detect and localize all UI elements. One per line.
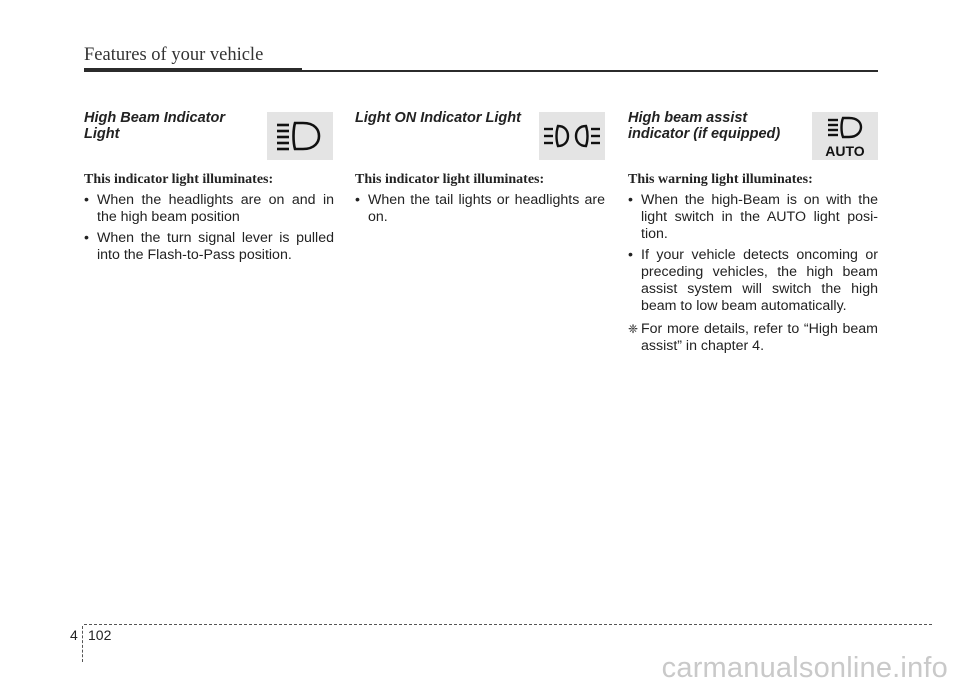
page-number: 102: [88, 627, 112, 643]
section-title: High beam assist indicator (if equipped): [628, 110, 781, 142]
page-header-title: Features of your vehicle: [84, 45, 264, 65]
lead-text: This indicator light illuminates:: [84, 172, 274, 187]
chapter-number: 4: [70, 627, 78, 643]
list-item: • When the tail lights or headlights are on.: [355, 192, 605, 226]
section-high-beam-assist: [628, 110, 878, 355]
bullet-list: [355, 192, 605, 226]
note-mark-icon: ❈: [628, 322, 639, 336]
list-item: • When the headlights are on and in the high beam position: [84, 192, 334, 226]
list-item: • If your vehicle detects oncoming or preceding vehicles, the high beam assist system will switch the high beam to low beam automatically.: [628, 247, 878, 315]
high-beam-auto-icon: [812, 112, 878, 160]
bullet-list: [84, 192, 334, 264]
section-high-beam: [84, 110, 334, 268]
note: [628, 321, 878, 355]
list-item: • When the turn signal lever is pulled into the Flash-to-Pass position.: [84, 230, 334, 264]
footer-vertical-divider: [82, 626, 83, 662]
note-text: For more details, refer to “High beam assist” in chapter 4.: [641, 321, 878, 354]
auto-label: AUTO: [825, 143, 865, 159]
header-rule-thin: [302, 70, 878, 72]
section-light-on: [355, 110, 605, 230]
watermark: carmanualsonline.info: [661, 652, 948, 684]
lead-text: This indicator light illuminates:: [355, 172, 545, 187]
section-title: High Beam Indicator Light: [84, 110, 225, 142]
high-beam-icon: [267, 112, 333, 160]
footer-divider: [84, 624, 932, 625]
header-rule-thick: [84, 68, 302, 72]
light-on-icon: [539, 112, 605, 160]
lead-text: This warning light illuminates:: [628, 172, 813, 187]
list-item: • When the high-Beam is on with the light switch in the AUTO light posi- tion.: [628, 192, 878, 243]
bullet-list: [628, 192, 878, 315]
section-title: Light ON Indicator Light: [355, 110, 521, 126]
